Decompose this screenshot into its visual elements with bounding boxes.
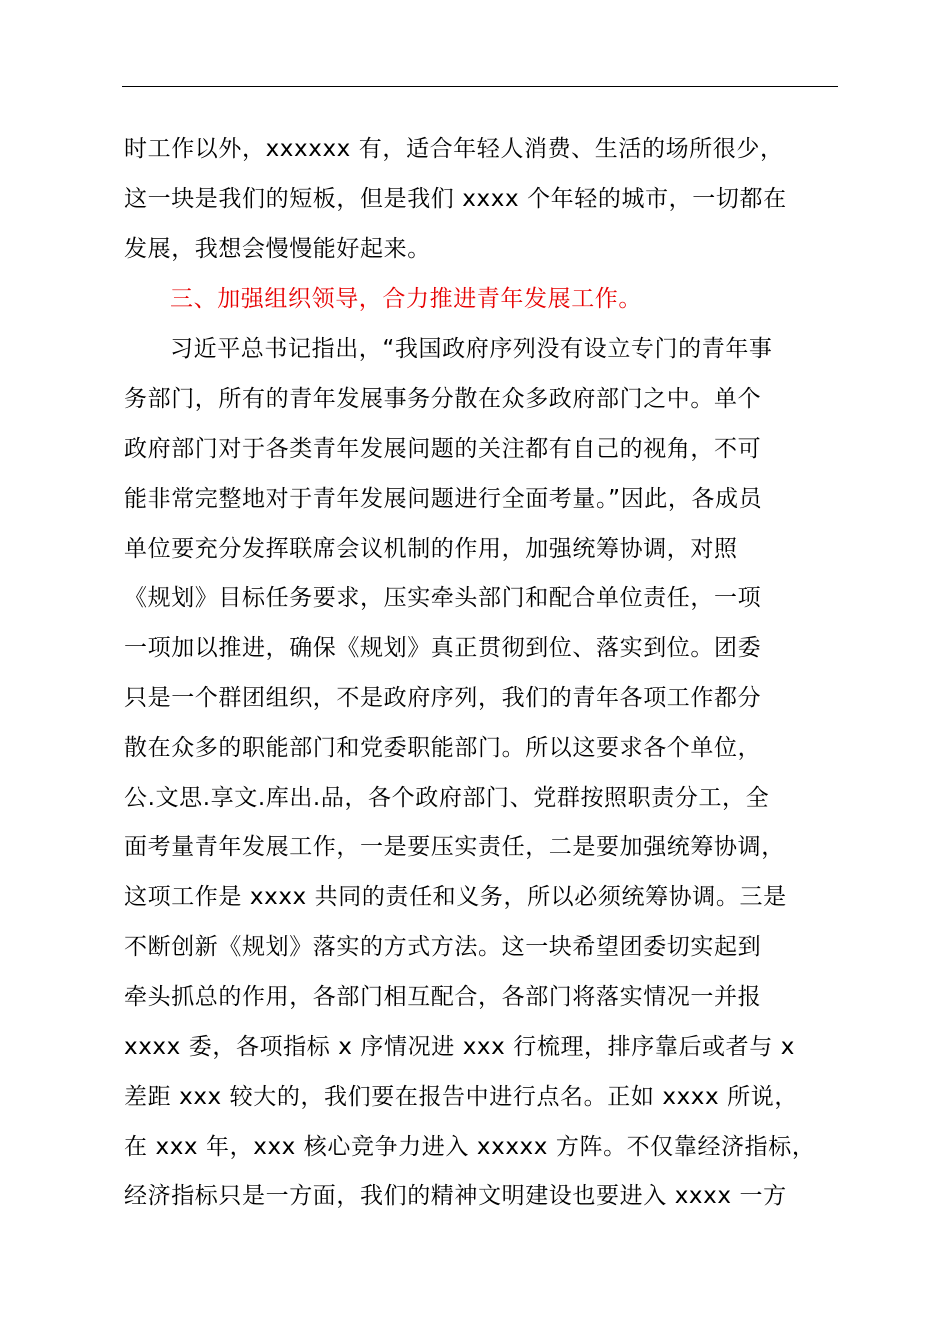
- text-line: 牵头抓总的作用，各部门相互配合，各部门将落实情况一并报: [124, 984, 762, 1010]
- header-rule: [122, 86, 838, 87]
- text-line: 发展，我想会慢慢能好起来。: [124, 236, 431, 262]
- text-line: 政府部门对于各类青年发展问题的关注都有自己的视角，不可: [124, 436, 762, 462]
- text-line: 差距 xxx 较大的，我们要在报告中进行点名。正如 xxxx 所说，: [124, 1084, 798, 1110]
- text-line: 时工作以外，xxxxxx 有，适合年轻人消费、生活的场所很少，: [124, 136, 784, 162]
- text-line: 务部门，所有的青年发展事务分散在众多政府部门之中。单个: [124, 386, 762, 412]
- text-line: 单位要充分发挥联席会议机制的作用，加强统筹协调，对照: [124, 536, 738, 562]
- text-line: 习近平总书记指出，“我国政府序列没有设立专门的青年事: [170, 336, 773, 362]
- text-line: 只是一个群团组织，不是政府序列，我们的青年各项工作都分: [124, 685, 762, 711]
- text-line: 《规划》目标任务要求，压实牵头部门和配合单位责任，一项: [124, 585, 762, 611]
- text-line: 面考量青年发展工作，一是要压实责任，二是要加强统筹协调，: [124, 834, 785, 860]
- text-line: 在 xxx 年，xxx 核心竞争力进入 xxxxx 方阵。不仅靠经济指标，: [124, 1134, 816, 1160]
- text-line: 这一块是我们的短板，但是我们 xxxx 个年轻的城市，一切都在: [124, 186, 787, 212]
- text-line: 经济指标只是一方面，我们的精神文明建设也要进入 xxxx 一方: [124, 1183, 787, 1209]
- text-line: 公.文思.享文.库出.品，各个政府部门、党群按照职责分工，全: [124, 785, 770, 811]
- text-line: 一项加以推进，确保《规划》真正贯彻到位、落实到位。团委: [124, 635, 762, 661]
- text-line: 不断创新《规划》落实的方式方法。这一块希望团委切实起到: [124, 934, 762, 960]
- heading-line: 三、加强组织领导，合力推进青年发展工作。: [170, 286, 642, 312]
- text-line: xxxx 委，各项指标 x 序情况进 xxx 行梳理，排序靠后或者与 x: [124, 1034, 795, 1060]
- text-line: 能非常完整地对于青年发展问题进行全面考量。”因此，各成员: [124, 486, 763, 512]
- text-line: 散在众多的职能部门和党委职能部门。所以这要求各个单位，: [124, 735, 762, 761]
- text-line: 这项工作是 xxxx 共同的责任和义务，所以必须统筹协调。三是: [124, 884, 787, 910]
